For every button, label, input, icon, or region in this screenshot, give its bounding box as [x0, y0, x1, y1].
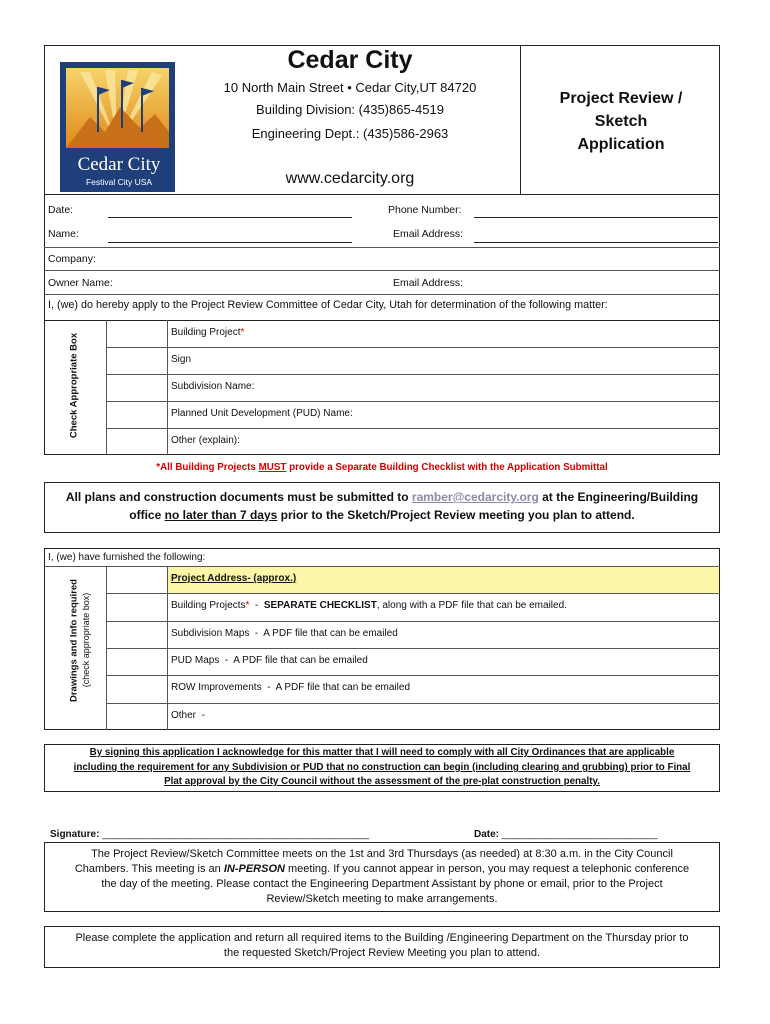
matter-label-text: Planned Unit Development (PUD) Name: [171, 408, 353, 419]
matter-checkbox[interactable] [107, 348, 166, 373]
matter-label-text: Subdivision Name: [171, 381, 255, 392]
submission-pre: All plans and construction documents must be submitted to [65, 490, 412, 504]
date-signature-line[interactable]: ____________________________ [501, 829, 658, 840]
matter-label [171, 408, 353, 419]
furnished-side-label: Drawings and Info required [68, 579, 80, 702]
furnished-checkbox[interactable] [107, 622, 166, 647]
signature-row [50, 829, 369, 840]
matter-checkbox[interactable] [107, 375, 166, 400]
row-divider [106, 648, 720, 649]
acknowledgement-line-3: Plat approval by the City Council without the assessment of the pre-plat construction penalty. [164, 776, 600, 787]
furnished-heading: I, (we) have furnished the following: [48, 552, 206, 563]
website[interactable]: www.cedarcity.org [285, 170, 415, 187]
furnished-detail-bold: SEPARATE CHECKLIST [263, 600, 377, 611]
furnished-dash: - [249, 628, 264, 639]
furnished-row-label: Subdivision Maps [171, 628, 250, 639]
furnished-checkbox[interactable] [107, 649, 166, 674]
row-divider [106, 621, 720, 622]
date-signature-row [474, 829, 658, 840]
furnished-row-label: Building Projects [171, 600, 246, 611]
furnished-dash: - [196, 710, 205, 721]
furnished-row-text [171, 710, 205, 721]
name-field[interactable] [108, 242, 352, 243]
furnished-row-text [171, 628, 398, 639]
matter-label-text: Sign [171, 354, 192, 365]
company-label: Company: [48, 253, 96, 265]
row-divider [106, 401, 720, 402]
date-signature-label: Date: [474, 829, 500, 840]
form-title-3: Application [577, 136, 665, 153]
submission-tail: prior to the Sketch/Project Review meeting you plan to attend. [277, 508, 635, 522]
furnished-dash: - [219, 655, 234, 666]
furnished-detail: A PDF file that can be emailed [263, 628, 398, 639]
building-note-post: provide a Separate Building Checklist with the Application Submittal [286, 462, 608, 473]
phone-field[interactable] [474, 217, 718, 218]
furnished-row-text [171, 600, 567, 611]
furnished-row-label: Other [171, 710, 197, 721]
building-note-pre: *All Building Projects [156, 462, 259, 473]
logo-subtext: Festival City USA [85, 177, 153, 187]
meeting-line-3: the day of the meeting. Please contact the Engineering Department Assistant by phone or email, prior to the Project [101, 878, 663, 890]
submission-line-1 [44, 490, 720, 504]
row-divider [106, 593, 720, 594]
name-label: Name: [48, 228, 79, 240]
submission-line-2 [44, 508, 720, 522]
submission-office: office [129, 508, 165, 522]
apply-statement: I, (we) do hereby apply to the Project Review Committee of Cedar City, Utah for determination of the following matter: [48, 299, 608, 311]
furnished-detail: A PDF file that can be emailed [275, 682, 411, 693]
furnished-detail: , along with a PDF file that can be emailed. [376, 600, 567, 611]
furnished-row-label: PUD Maps [171, 655, 220, 666]
city-name: Cedar City [287, 46, 413, 74]
matter-checkbox[interactable] [107, 402, 166, 427]
date-label: Date: [48, 204, 74, 216]
meeting-line-2-post: meeting. If you cannot appear in person, you may request a telephonic conference [284, 863, 690, 875]
acknowledgement-line-1: By signing this application I acknowledge for this matter that I will need to comply with all City Ordinances that are applicable [89, 747, 675, 758]
matter-checkbox[interactable] [107, 321, 166, 346]
submission-post: at the Engineering/Building [538, 490, 699, 504]
matter-label [171, 354, 191, 365]
matter-checkbox[interactable] [107, 429, 166, 454]
furnished-checkbox[interactable] [107, 567, 166, 592]
furnished-dash: - [249, 600, 264, 611]
furnished-checkbox[interactable] [107, 676, 166, 701]
meeting-line-4: Review/Sketch meeting to make arrangements. [266, 893, 498, 905]
signature-label: Signature: [50, 829, 100, 840]
matter-label-text: Building Project [171, 327, 241, 338]
matter-label [171, 435, 240, 446]
form-title-1: Project Review / [559, 90, 683, 107]
closing-line-1: Please complete the application and return all required items to the Building /Engineering Department on the Thursday prior to [75, 932, 689, 944]
in-person-emphasis: IN-PERSON [223, 863, 285, 875]
meeting-line-1: The Project Review/Sketch Committee meets on the 1st and 3rd Thursdays (as needed) at 8:30 a.m. in the City Council [91, 848, 673, 860]
meeting-line-2 [44, 863, 720, 875]
divider [44, 247, 720, 248]
matter-label [171, 327, 244, 338]
phone-label: Phone Number: [388, 204, 462, 216]
furnished-side-sublabel: (check appropriate box) [81, 592, 91, 688]
submission-deadline: no later than 7 days [164, 508, 278, 522]
furnished-row-label: Project Address- (approx.) [171, 573, 297, 584]
furnished-asterisk: * [245, 600, 250, 611]
submission-email-link[interactable]: ramber@cedarcity.org [411, 490, 539, 504]
furnished-row-text [171, 655, 368, 666]
email-field[interactable] [474, 242, 718, 243]
row-divider [106, 703, 720, 704]
divider [44, 294, 720, 295]
column-divider [167, 320, 168, 455]
city-address: 10 North Main Street • Cedar City,UT 84720 [223, 80, 477, 95]
furnished-dash: - [261, 682, 276, 693]
row-divider [106, 675, 720, 676]
header-divider [520, 46, 521, 194]
divider [44, 270, 720, 271]
building-note-must: MUST [258, 462, 287, 473]
owner-name-label: Owner Name: [48, 277, 113, 289]
row-divider [106, 347, 720, 348]
building-note [44, 462, 720, 473]
logo-text: Cedar City [77, 154, 161, 175]
row-divider [106, 428, 720, 429]
acknowledgement-line-2: including the requirement for any Subdivision or PUD that no construction can begin (including clearing and grubbing) prior to Final [73, 762, 691, 773]
owner-email-label: Email Address: [393, 277, 464, 289]
row-divider [106, 374, 720, 375]
furnished-row-text [171, 682, 410, 693]
form-title-2: Sketch [594, 113, 648, 130]
furnished-row-label: ROW Improvements [171, 682, 262, 693]
signature-line[interactable]: ________________________________________________ [102, 829, 370, 840]
matter-asterisk: * [240, 327, 245, 338]
cedar-city-logo [60, 62, 175, 192]
furnished-row-text [171, 573, 296, 584]
check-box-label: Check Appropriate Box [68, 332, 80, 439]
furnished-detail: A PDF file that can be emailed [233, 655, 368, 666]
engineering-phone: Engineering Dept.: (435)586-2963 [251, 126, 449, 141]
meeting-line-2-pre: Chambers. This meeting is an [74, 863, 224, 875]
email-label: Email Address: [393, 228, 464, 240]
building-division-phone: Building Division: (435)865-4519 [256, 102, 444, 117]
date-field[interactable] [108, 217, 352, 218]
furnished-checkbox[interactable] [107, 594, 166, 619]
matter-label-text: Other (explain): [171, 435, 240, 446]
closing-line-2: the requested Sketch/Project Review Meeting you plan to attend. [223, 947, 541, 959]
furnished-checkbox[interactable] [107, 704, 166, 729]
matter-label [171, 381, 254, 392]
